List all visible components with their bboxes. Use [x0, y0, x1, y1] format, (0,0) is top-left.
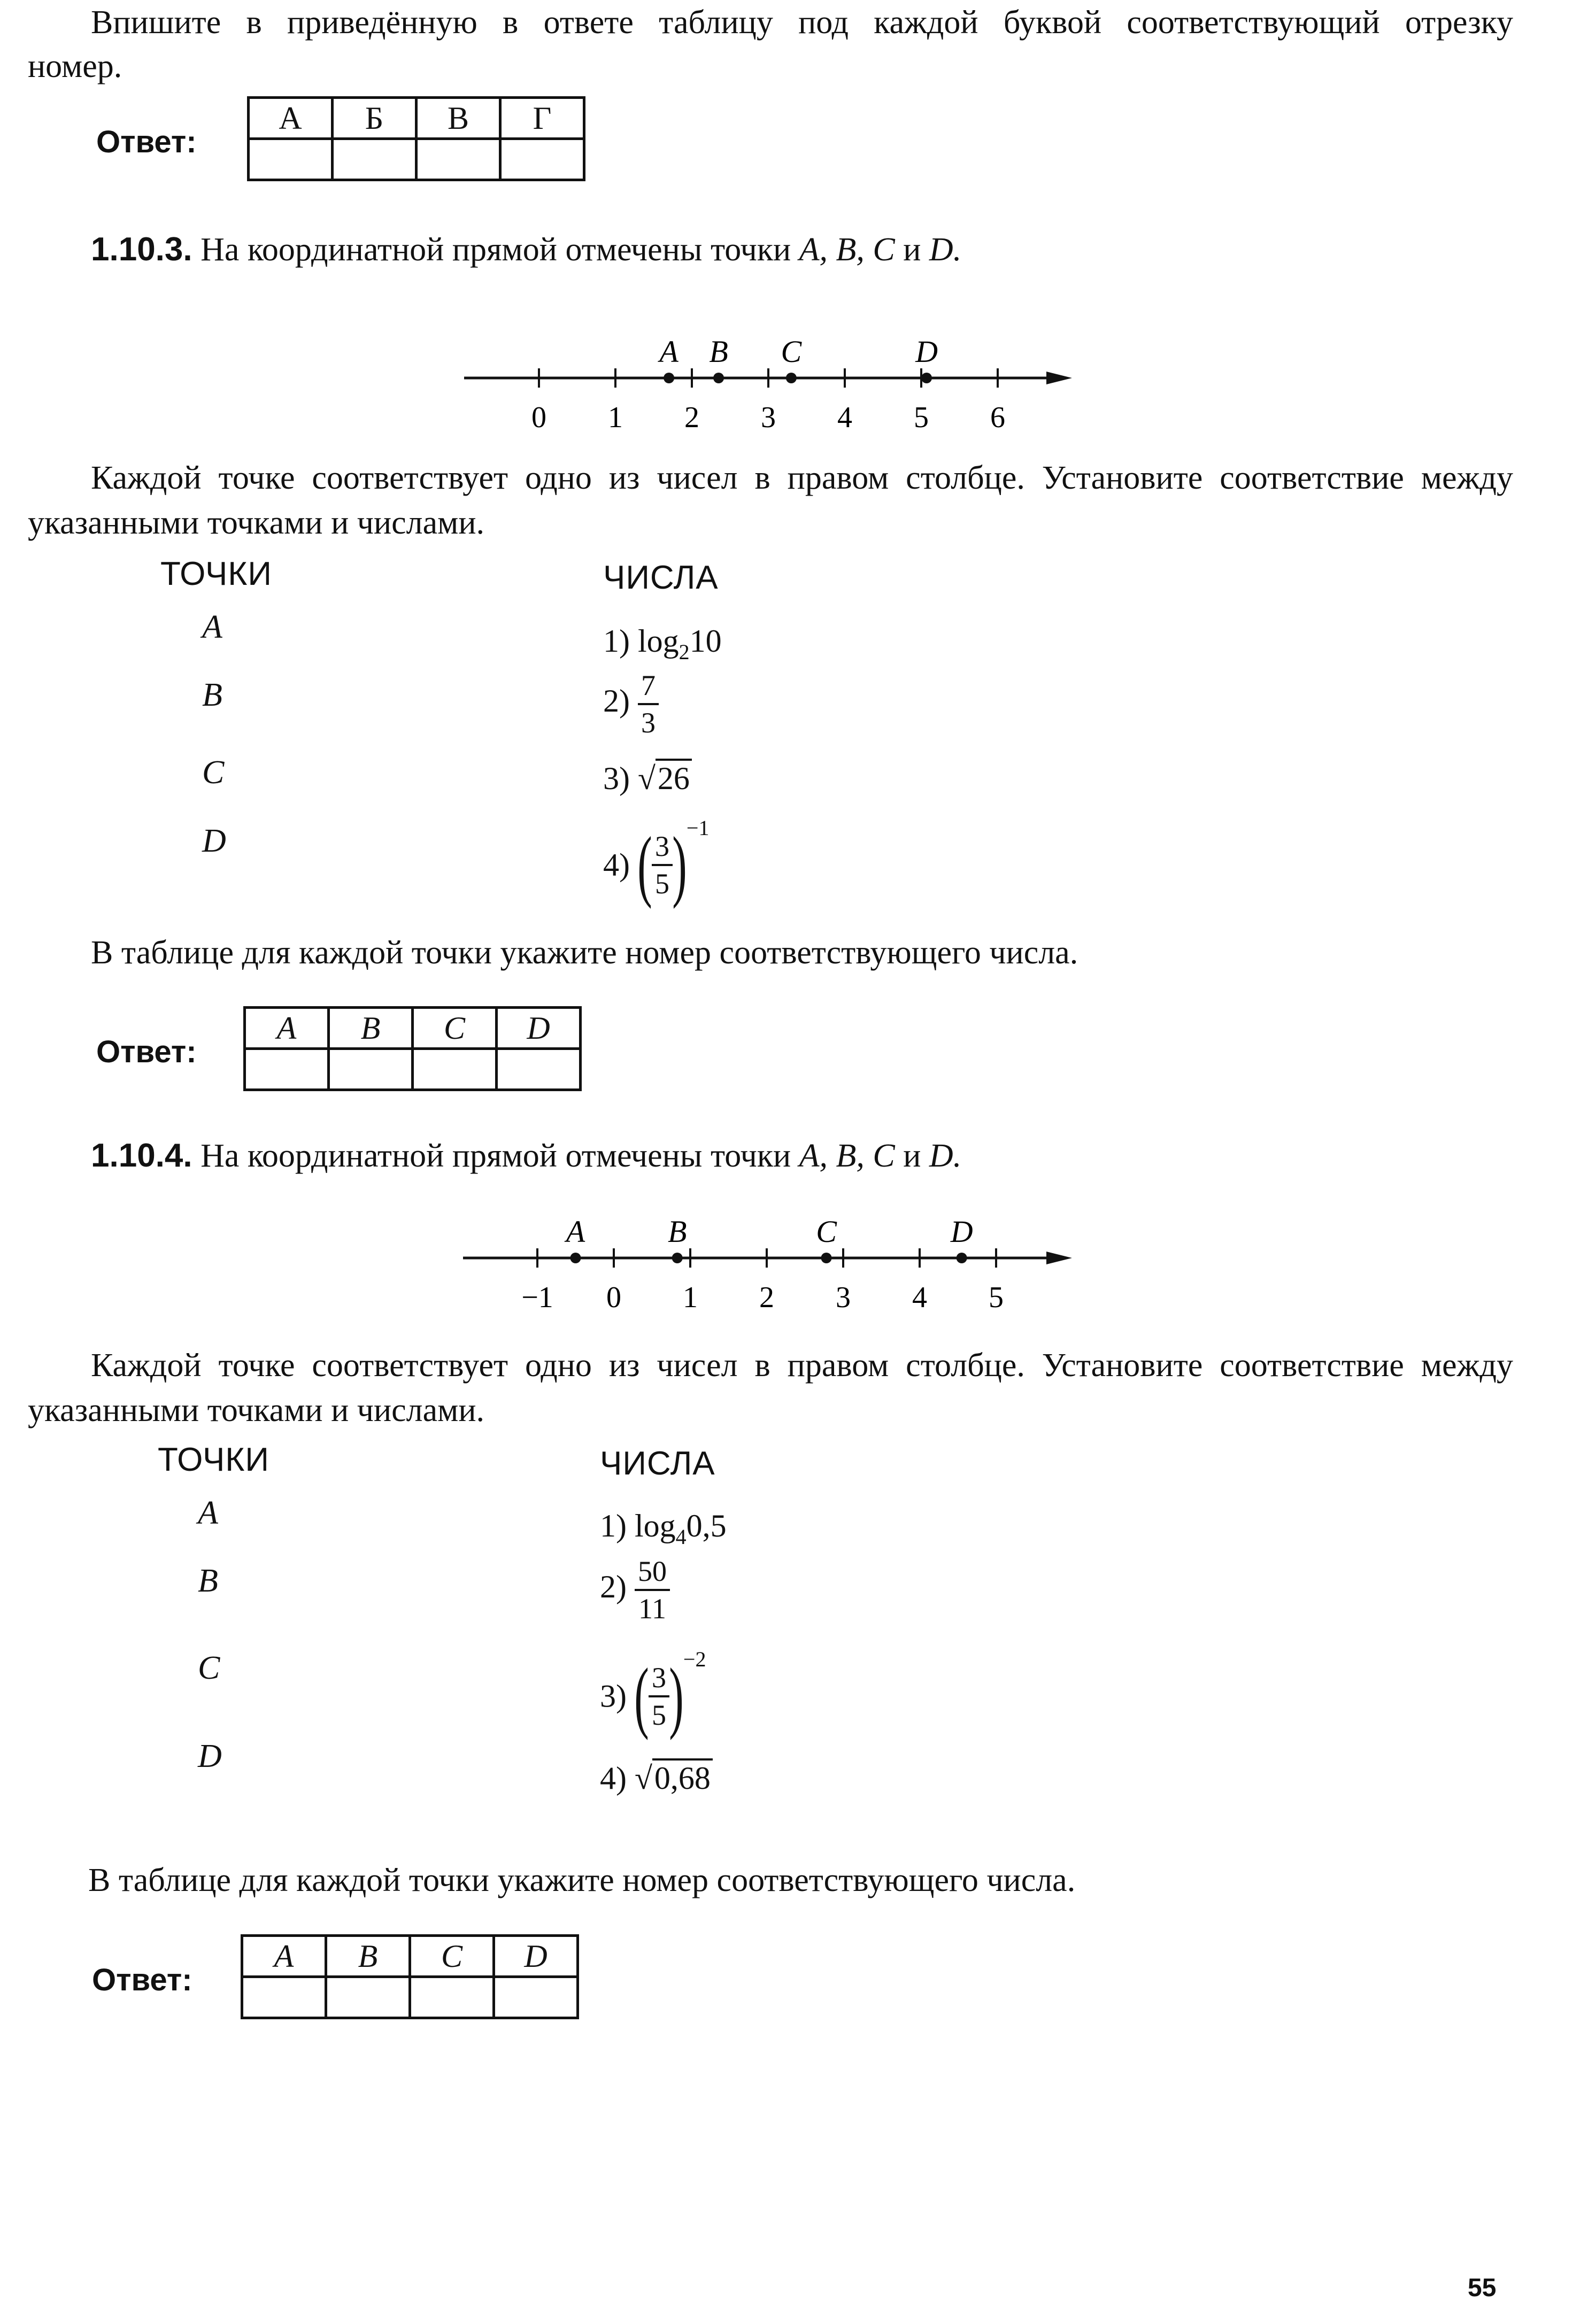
- radicand: 26: [656, 759, 692, 796]
- tick-label: 2: [759, 1281, 774, 1314]
- statement-last: D.: [929, 1138, 962, 1174]
- point-marker: [713, 373, 724, 383]
- denominator: 11: [635, 1589, 670, 1623]
- answer-cell[interactable]: [333, 139, 417, 180]
- answer-cell[interactable]: [410, 1977, 494, 2018]
- statement-text: На координатной прямой отмечены точки: [201, 1138, 791, 1174]
- description-1-10-3: [91, 455, 1513, 500]
- answer-cell[interactable]: [500, 139, 584, 180]
- option-number: 4): [600, 1761, 627, 1796]
- answer-table-0: [247, 96, 585, 181]
- problem-1-10-4-statement: [91, 1133, 961, 1178]
- option-number: 2): [600, 1569, 627, 1604]
- option-4: [600, 1760, 713, 1797]
- option-number: 4): [603, 847, 630, 883]
- option-number: 3): [600, 1678, 627, 1714]
- option-number: 2): [603, 683, 630, 719]
- answer-cell[interactable]: [326, 1977, 410, 2018]
- option-2: [600, 1557, 670, 1623]
- page-number: 55: [1468, 2274, 1497, 2302]
- left-paren: (: [634, 1652, 649, 1741]
- tick-label: 5: [989, 1281, 1004, 1314]
- fraction: [649, 1663, 669, 1730]
- intro-line-2: номер.: [28, 48, 122, 84]
- answer-table-header: А: [249, 98, 333, 139]
- exponent: −2: [683, 1647, 706, 1671]
- point-marker: [570, 1253, 581, 1263]
- answer-label: Ответ:: [96, 1034, 197, 1069]
- number-line-group: [464, 334, 1072, 434]
- denominator: 5: [652, 864, 673, 898]
- column-header-numbers: ЧИСЛА: [600, 1445, 715, 1482]
- option-3: [600, 1647, 706, 1741]
- denominator: 5: [649, 1695, 669, 1730]
- answer-cell[interactable]: [417, 139, 500, 180]
- fraction: [638, 671, 659, 737]
- log-base: 2: [679, 640, 690, 664]
- answer-table-header: B: [329, 1008, 413, 1049]
- numerator: 3: [654, 830, 669, 863]
- answer-table-header: Г: [500, 98, 584, 139]
- answer-table-header: A: [242, 1936, 326, 1977]
- answer-cell[interactable]: [329, 1049, 413, 1090]
- answer-cell[interactable]: [245, 1049, 329, 1090]
- left-paren: (: [637, 821, 652, 910]
- point-marker: [821, 1253, 832, 1263]
- point-label: C: [816, 1214, 837, 1249]
- number-line-1-10-3: [0, 321, 1596, 438]
- right-paren: ): [669, 1652, 684, 1741]
- tick-label: 4: [912, 1281, 927, 1314]
- point-marker: [921, 373, 932, 383]
- answer-cell[interactable]: [494, 1977, 578, 2018]
- point-label: B: [709, 334, 728, 369]
- point-label: A: [659, 334, 679, 369]
- point-label: D: [915, 334, 938, 369]
- option-number: 3): [603, 761, 630, 796]
- answer-table-header: A: [245, 1008, 329, 1049]
- answer-table-header: D: [494, 1936, 578, 1977]
- numerator: 7: [641, 669, 656, 701]
- answer-table-1-10-4: [241, 1934, 579, 2019]
- point-marker: [672, 1253, 683, 1263]
- radicand: 0,68: [652, 1758, 713, 1796]
- answer-label: Ответ:: [92, 1963, 192, 1997]
- point-marker: [664, 373, 674, 383]
- statement-and: и: [903, 231, 921, 268]
- option-1: [603, 623, 722, 665]
- description-line-2: указанными точками и числами.: [28, 1392, 485, 1429]
- statement-points: A, B, C: [799, 231, 895, 268]
- point-label-D: D: [198, 1738, 222, 1774]
- statement-text: На координатной прямой отмечены точки: [201, 231, 791, 268]
- axis-arrow: [1046, 1252, 1072, 1264]
- description-line-1: Каждой точке соответствует одно из чисел в правом столбце. Установите соответствие между: [91, 1347, 1513, 1384]
- point-label-A: A: [198, 1495, 218, 1531]
- statement-points: A, B, C: [799, 1138, 895, 1174]
- axis-arrow: [1046, 372, 1072, 384]
- answer-label: Ответ:: [96, 125, 197, 159]
- point-label-A: A: [202, 609, 222, 645]
- column-header-numbers: ЧИСЛА: [603, 559, 719, 596]
- fraction: [635, 1557, 670, 1623]
- point-label-C: C: [202, 754, 225, 791]
- answer-cell[interactable]: [497, 1049, 581, 1090]
- instruction-1-10-3: В таблице для каждой точки укажите номер соответствующего числа.: [91, 935, 1078, 971]
- tick-label: 6: [990, 401, 1005, 434]
- numerator: 3: [651, 1662, 666, 1694]
- numerator: 50: [637, 1555, 667, 1587]
- log-argument: 0,5: [686, 1508, 727, 1543]
- tick-label: 0: [606, 1281, 621, 1314]
- answer-table-header: В: [417, 98, 500, 139]
- statement-last: D.: [929, 231, 962, 268]
- point-label-C: C: [198, 1650, 220, 1686]
- point-label: C: [781, 334, 802, 369]
- statement-and: и: [903, 1138, 921, 1174]
- answer-table-1-10-3: [243, 1006, 582, 1091]
- tick-label: 3: [836, 1281, 851, 1314]
- answer-cell[interactable]: [242, 1977, 326, 2018]
- description-1-10-4: [91, 1343, 1513, 1388]
- answer-table-header: D: [497, 1008, 581, 1049]
- number-line-1-10-4: [0, 1203, 1596, 1321]
- exponent: −1: [686, 816, 710, 840]
- answer-table-header: C: [410, 1936, 494, 1977]
- point-label: A: [566, 1214, 585, 1249]
- fraction: [652, 832, 673, 898]
- tick-label: 3: [761, 401, 776, 434]
- answer-table-header: B: [326, 1936, 410, 1977]
- problem-number: 1.10.4.: [91, 1137, 192, 1174]
- answer-table-header: C: [413, 1008, 497, 1049]
- option-4: [603, 815, 710, 910]
- point-marker: [957, 1253, 967, 1263]
- answer-table-header: Б: [333, 98, 417, 139]
- description-line-2: указанными точками и числами.: [28, 505, 485, 541]
- tick-label: 0: [531, 401, 546, 434]
- answer-cell[interactable]: [249, 139, 333, 180]
- column-header-points: ТОЧКИ: [160, 555, 272, 592]
- tick-label: 1: [683, 1281, 698, 1314]
- log-symbol: log: [634, 1508, 676, 1543]
- tick-label: −1: [521, 1281, 553, 1314]
- right-paren: ): [672, 821, 687, 910]
- option-3: [603, 760, 692, 797]
- sqrt-icon: √: [634, 1761, 652, 1796]
- option-1: [600, 1508, 727, 1549]
- problem-number: 1.10.3.: [91, 231, 192, 268]
- option-2: [603, 671, 659, 737]
- sqrt-icon: √: [637, 761, 656, 796]
- tick-label: 4: [837, 401, 852, 434]
- log-symbol: log: [637, 623, 679, 659]
- point-label-B: B: [198, 1563, 218, 1599]
- column-header-points: ТОЧКИ: [158, 1441, 269, 1478]
- option-number: 1): [600, 1508, 627, 1543]
- problem-1-10-3-statement: [91, 227, 961, 272]
- log-argument: 10: [689, 623, 722, 659]
- tick-label: 5: [914, 401, 929, 434]
- answer-cell[interactable]: [413, 1049, 497, 1090]
- intro-line-1: Впишите в приведённую в ответе таблицу под каждой буквой соответствующий отрезку: [91, 4, 1513, 41]
- point-label-D: D: [202, 823, 226, 859]
- tick-label: 1: [608, 401, 623, 434]
- log-base: 4: [675, 1525, 687, 1549]
- intro-text: [91, 0, 1513, 45]
- point-label: B: [667, 1214, 687, 1249]
- tick-label: 2: [684, 401, 699, 434]
- denominator: 3: [638, 703, 659, 737]
- instruction-1-10-4: В таблице для каждой точки укажите номер соответствующего числа.: [88, 1862, 1076, 1898]
- option-number: 1): [603, 623, 630, 659]
- point-marker: [786, 373, 797, 383]
- point-label-B: B: [202, 677, 222, 713]
- point-label: D: [950, 1214, 973, 1249]
- number-line-group: [463, 1214, 1072, 1314]
- description-line-1: Каждой точке соответствует одно из чисел в правом столбце. Установите соответствие между: [91, 460, 1513, 496]
